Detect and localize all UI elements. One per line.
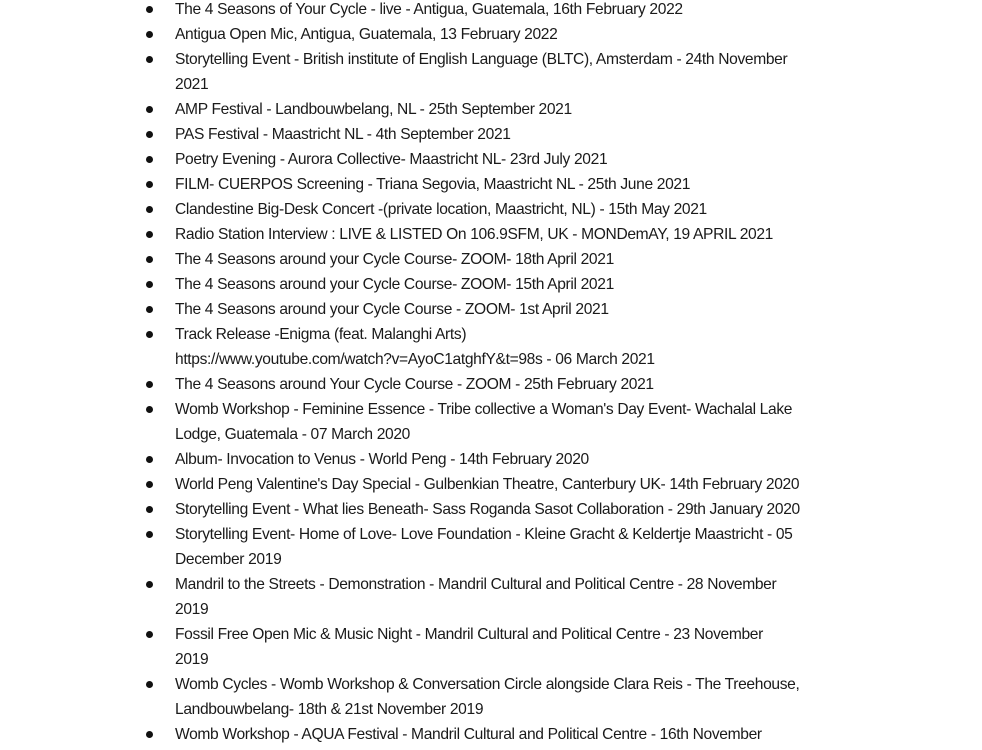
event-list-item: [0, 322, 875, 372]
bullet-icon: [146, 106, 153, 113]
bullet-icon: [146, 31, 153, 38]
event-list-item: [0, 0, 875, 22]
event-text-line: Landbouwbelang- 18th & 21st November 2019: [175, 701, 484, 718]
bullet-icon: [146, 256, 153, 263]
event-text-line: Womb Workshop - Feminine Essence - Tribe collective a Woman's Day Event- Wachalal Lake: [175, 401, 793, 418]
event-text-line: The 4 Seasons of Your Cycle - live - Antigua, Guatemala, 16th February 2022: [175, 1, 683, 18]
event-list-item: [0, 272, 875, 297]
bullet-icon: [146, 206, 153, 213]
event-text-line: The 4 Seasons around Your Cycle Course - ZOOM - 25th February 2021: [175, 376, 654, 393]
event-list-item: [0, 122, 875, 147]
bullet-icon: [146, 631, 153, 638]
bullet-icon: [146, 531, 153, 538]
event-text-line: FILM- CUERPOS Screening - Triana Segovia, Maastricht NL - 25th June 2021: [175, 176, 691, 193]
event-text-line: Radio Station Interview : LIVE & LISTED On 106.9SFM, UK - MONDemAY, 19 APRIL 2021: [175, 226, 773, 243]
event-text-line: Storytelling Event - What lies Beneath- Sass Roganda Sasot Collaboration - 29th January 2020: [175, 501, 800, 518]
event-text-line: 2019: [175, 601, 209, 618]
event-text-line: 2021: [175, 76, 209, 93]
event-text-line: December 2019: [175, 551, 282, 568]
bullet-icon: [146, 506, 153, 513]
event-text-line: Poetry Evening - Aurora Collective- Maastricht NL- 23rd July 2021: [175, 151, 608, 168]
event-text-line: Lodge, Guatemala - 07 March 2020: [175, 426, 410, 443]
bullet-icon: [146, 181, 153, 188]
event-text-line: Album- Invocation to Venus - World Peng - 14th February 2020: [175, 451, 589, 468]
event-text-line: The 4 Seasons around your Cycle Course- ZOOM- 18th April 2021: [175, 251, 614, 268]
bullet-icon: [146, 406, 153, 413]
event-list-item: [0, 297, 875, 322]
event-text-line: Storytelling Event- Home of Love- Love Foundation - Kleine Gracht & Keldertje Maastricht - 05: [175, 526, 793, 543]
event-list-item: [0, 22, 875, 47]
event-text-line: Storytelling Event - British institute of English Language (BLTC), Amsterdam - 24th November: [175, 51, 788, 68]
bullet-icon: [146, 231, 153, 238]
event-list-item: [0, 197, 875, 222]
event-list-item: [0, 47, 875, 97]
event-list-item: [0, 447, 875, 472]
bullet-icon: [146, 306, 153, 313]
event-text-line: Womb Cycles - Womb Workshop & Conversation Circle alongside Clara Reis - The Treehouse,: [175, 676, 800, 693]
bullet-icon: [146, 131, 153, 138]
event-text-line: World Peng Valentine's Day Special - Gulbenkian Theatre, Canterbury UK- 14th February 2020: [175, 476, 800, 493]
event-list-item: [0, 722, 875, 747]
event-text-line: Womb Workshop - AQUA Festival - Mandril Cultural and Political Centre - 16th November: [175, 726, 762, 743]
bullet-icon: [146, 331, 153, 338]
bullet-icon: [146, 681, 153, 688]
event-list-item: [0, 147, 875, 172]
event-list-item: [0, 672, 875, 722]
event-list-item: [0, 522, 875, 572]
bullet-icon: [146, 281, 153, 288]
bullet-icon: [146, 381, 153, 388]
event-text-line: AMP Festival - Landbouwbelang, NL - 25th September 2021: [175, 101, 572, 118]
event-text-line: Clandestine Big-Desk Concert -(private location, Maastricht, NL) - 15th May 2021: [175, 201, 707, 218]
event-text-line: Antigua Open Mic, Antigua, Guatemala, 13 February 2022: [175, 26, 558, 43]
event-list-item: [0, 222, 875, 247]
event-text-line: Track Release -Enigma (feat. Malanghi Arts): [175, 326, 467, 343]
event-list-item: [0, 622, 875, 672]
event-list-item: [0, 572, 875, 622]
event-list-item: [0, 397, 875, 447]
event-list-item: [0, 372, 875, 397]
bullet-icon: [146, 731, 153, 738]
event-list-item: [0, 497, 875, 522]
event-text-line: The 4 Seasons around your Cycle Course- ZOOM- 15th April 2021: [175, 276, 614, 293]
event-list-item: [0, 247, 875, 272]
event-list-item: [0, 472, 875, 497]
event-list-item: [0, 97, 875, 122]
event-text-line: https://www.youtube.com/watch?v=AyoC1atghfY&t=98s - 06 March 2021: [175, 351, 655, 368]
event-text-line: The 4 Seasons around your Cycle Course - ZOOM- 1st April 2021: [175, 301, 609, 318]
event-text-line: PAS Festival - Maastricht NL - 4th September 2021: [175, 126, 511, 143]
bullet-icon: [146, 156, 153, 163]
event-text-line: 2019: [175, 651, 209, 668]
bullet-icon: [146, 56, 153, 63]
event-list-item: [0, 172, 875, 197]
bullet-icon: [146, 456, 153, 463]
bullet-icon: [146, 581, 153, 588]
bullet-icon: [146, 481, 153, 488]
bullet-icon: [146, 6, 153, 13]
event-text-line: Mandril to the Streets - Demonstration - Mandril Cultural and Political Centre - 28 November: [175, 576, 777, 593]
event-text-line: Fossil Free Open Mic & Music Night - Mandril Cultural and Political Centre - 23 November: [175, 626, 763, 643]
